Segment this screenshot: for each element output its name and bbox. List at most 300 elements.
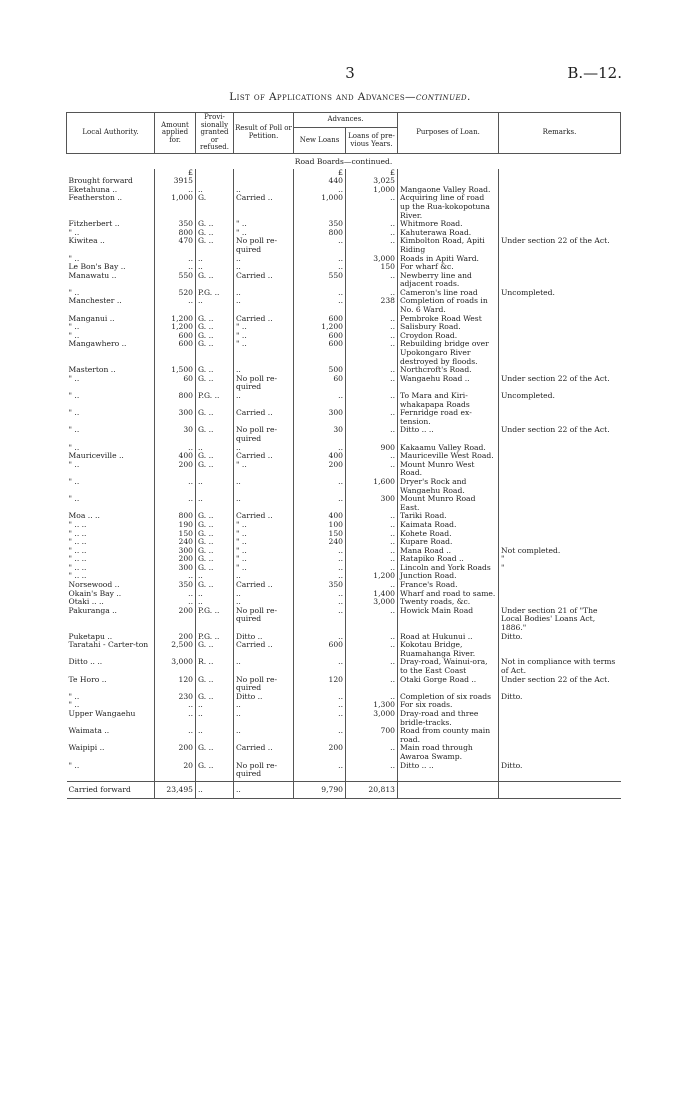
previous-loans-cell: .. [346, 538, 398, 547]
table-row [67, 744, 621, 761]
local-authority-cell: Taratahi - Carter-ton [68, 641, 149, 650]
purpose-cell: Mana Road .. [398, 547, 499, 556]
previous-loans-cell: 3,000 [346, 255, 398, 264]
new-loans-cell: 800 [294, 229, 346, 238]
remarks-cell [499, 701, 621, 710]
amount-cell: 800 [155, 229, 196, 238]
local-authority-cell: " .. [68, 392, 80, 400]
new-loans-cell: .. [294, 701, 346, 710]
local-authority-cell: Otaki .. .. [68, 598, 104, 607]
previous-loans-cell: .. [346, 237, 398, 254]
amount-cell: 200 [155, 607, 196, 633]
provisional-cell: G. .. [196, 426, 234, 443]
currency-symbol: £ [155, 169, 196, 178]
amount-cell: 1,000 [155, 194, 196, 220]
result-cell: .. [234, 186, 294, 195]
header-result-of-poll: Result of Poll or Petition. [234, 113, 294, 154]
purpose-cell: Kohete Road. [398, 530, 499, 539]
remarks-cell: Not in compliance with terms of Act. [499, 658, 621, 675]
new-loans-cell: 350 [294, 581, 346, 590]
previous-loans-cell: .. [346, 521, 398, 530]
remarks-cell [499, 186, 621, 195]
provisional-cell: G. .. [196, 744, 234, 761]
new-loans-cell: .. [294, 555, 346, 564]
new-loans-cell: .. [294, 297, 346, 314]
local-authority-cell: " .. .. [68, 572, 87, 581]
amount-cell: 800 [155, 392, 196, 409]
amount-cell: 600 [155, 340, 196, 366]
table-row [67, 547, 621, 556]
remarks-cell [499, 641, 621, 658]
amount-cell: 1,200 [155, 315, 196, 324]
remarks-cell [499, 461, 621, 478]
amount-cell: 350 [155, 581, 196, 590]
amount-cell: 60 [155, 375, 196, 392]
previous-loans-cell: 900 [346, 444, 398, 453]
provisional-cell: G. .. [196, 538, 234, 547]
amount-cell: 3,000 [155, 658, 196, 675]
result-cell: .. [234, 658, 294, 675]
provisional-cell: G. .. [196, 229, 234, 238]
table-row [67, 375, 621, 392]
provisional-cell: G. .. [196, 237, 234, 254]
table-row [67, 444, 621, 453]
amount-cell: .. [155, 478, 196, 495]
result-cell: " .. [234, 323, 294, 332]
local-authority-cell: Fitzherbert .. [68, 220, 120, 229]
local-authority-cell: " .. [68, 692, 80, 701]
remarks-cell [499, 323, 621, 332]
provisional-cell: G. .. [196, 272, 234, 289]
header-purposes: Purposes of Loan. [398, 113, 499, 154]
previous-loans-cell: .. [346, 289, 398, 298]
local-authority-cell: Puketapu .. [68, 632, 113, 641]
local-authority-cell: Ditto .. .. [68, 658, 103, 667]
provisional-cell: G. .. [196, 693, 234, 702]
new-loans-cell: .. [294, 727, 346, 744]
previous-loans-cell: .. [346, 676, 398, 693]
result-cell: " .. [234, 229, 294, 238]
header-remarks: Remarks. [499, 113, 621, 154]
remarks-cell: Under section 22 of the Act. [499, 375, 621, 392]
remarks-cell [499, 177, 621, 186]
result-cell: " .. [234, 547, 294, 556]
table-row [67, 340, 621, 366]
remarks-cell [499, 315, 621, 324]
new-loans-cell: 400 [294, 452, 346, 461]
remarks-cell [499, 781, 621, 799]
result-cell: No poll re-quired [234, 237, 294, 254]
new-loans-cell: 600 [294, 315, 346, 324]
result-cell: .. [234, 366, 294, 375]
remarks-cell: Under section 21 of "The Local Bodies' Loans Act, 1886." [499, 607, 621, 633]
previous-loans-cell: 300 [346, 495, 398, 512]
amount-cell: 150 [155, 530, 196, 539]
amount-cell: .. [155, 297, 196, 314]
new-loans-cell: .. [294, 263, 346, 272]
previous-loans-cell: .. [346, 323, 398, 332]
purpose-cell: For wharf &c. [398, 263, 499, 272]
local-authority-cell: Kiwitea .. [68, 237, 105, 246]
table-row [67, 289, 621, 298]
local-authority-cell: " .. .. [68, 546, 87, 555]
remarks-cell [499, 444, 621, 453]
table-row [67, 263, 621, 272]
previous-loans-cell: 150 [346, 263, 398, 272]
purpose-cell: Kahuterawa Road. [398, 229, 499, 238]
result-cell: Carried .. [234, 272, 294, 289]
table-row [67, 461, 621, 478]
purpose-cell: Road from county main road. [398, 727, 499, 744]
remarks-cell [499, 409, 621, 426]
previous-loans-cell: .. [346, 461, 398, 478]
result-cell: Ditto .. [234, 633, 294, 642]
new-loans-cell: 240 [294, 538, 346, 547]
provisional-cell: .. [196, 701, 234, 710]
previous-loans-cell: .. [346, 530, 398, 539]
result-cell: Carried .. [234, 744, 294, 761]
provisional-cell: G. .. [196, 555, 234, 564]
amount-cell: 120 [155, 676, 196, 693]
table-body [67, 153, 621, 798]
remarks-cell [499, 220, 621, 229]
remarks-cell [499, 297, 621, 314]
remarks-cell [499, 581, 621, 590]
local-authority-cell: Waimata .. [68, 727, 110, 736]
local-authority-cell: " .. [68, 254, 80, 263]
new-loans-cell: .. [294, 762, 346, 779]
purpose-cell: Kakaamu Valley Road. [398, 444, 499, 453]
remarks-cell [499, 478, 621, 495]
previous-loans-cell: .. [346, 220, 398, 229]
previous-loans-cell: 20,813 [346, 781, 398, 799]
result-cell: Carried .. [234, 512, 294, 521]
remarks-cell: " [499, 555, 621, 564]
previous-loans-cell: .. [346, 658, 398, 675]
table-row [67, 727, 621, 744]
purpose-cell: Acquiring line of road up the Rua-kokopotuna River. [398, 194, 499, 220]
result-cell [234, 177, 294, 186]
provisional-cell: G. .. [196, 323, 234, 332]
local-authority-cell: Manchester .. [68, 297, 122, 306]
result-cell: No poll re-quired [234, 607, 294, 633]
new-loans-cell: 60 [294, 375, 346, 392]
table-row [67, 658, 621, 675]
result-cell: " .. [234, 564, 294, 573]
purpose-cell: Wharf and road to same. [398, 590, 499, 599]
provisional-cell: .. [196, 710, 234, 727]
local-authority-cell: " .. [68, 228, 80, 237]
remarks-cell: Not completed. [499, 547, 621, 556]
remarks-cell [499, 744, 621, 761]
purpose-cell: Newberry line and adjacent roads. [398, 272, 499, 289]
amount-cell: .. [155, 263, 196, 272]
new-loans-cell: 1,000 [294, 194, 346, 220]
new-loans-cell: 400 [294, 512, 346, 521]
provisional-cell: G. .. [196, 530, 234, 539]
currency-symbol: £ [346, 169, 398, 178]
remarks-cell [499, 590, 621, 599]
local-authority-cell: Manawatu .. [68, 271, 117, 280]
result-cell: Carried .. [234, 194, 294, 220]
result-cell: " .. [234, 340, 294, 366]
remarks-cell [499, 727, 621, 744]
amount-cell: .. [155, 598, 196, 607]
purpose-cell: Otaki Gorge Road .. [398, 676, 499, 693]
header-local-authority: Local Authority. [67, 113, 155, 154]
result-cell: .. [234, 701, 294, 710]
new-loans-cell: 200 [294, 744, 346, 761]
table-row [67, 693, 621, 702]
amount-cell: 2,500 [155, 641, 196, 658]
table-row [67, 641, 621, 658]
remarks-cell: Uncompleted. [499, 392, 621, 409]
new-loans-cell: .. [294, 658, 346, 675]
table-row [67, 555, 621, 564]
local-authority-cell: Norsewood .. [68, 581, 120, 590]
local-authority-cell: " .. [68, 460, 80, 469]
new-loans-cell: .. [294, 607, 346, 633]
local-authority-cell: Okain's Bay .. [68, 589, 122, 598]
local-authority-cell: " .. [68, 288, 80, 297]
new-loans-cell: .. [294, 547, 346, 556]
table-row [67, 478, 621, 495]
provisional-cell: .. [196, 478, 234, 495]
previous-loans-cell: .. [346, 581, 398, 590]
table-row [67, 426, 621, 443]
provisional-cell: G. .. [196, 375, 234, 392]
result-cell: .. [234, 572, 294, 581]
new-loans-cell: .. [294, 495, 346, 512]
new-loans-cell: 120 [294, 676, 346, 693]
new-loans-cell: 30 [294, 426, 346, 443]
provisional-cell: .. [196, 598, 234, 607]
page-number: 3 [345, 64, 355, 82]
purpose-cell: Kokotau Bridge, Ruamahanga River. [398, 641, 499, 658]
new-loans-cell: 350 [294, 220, 346, 229]
previous-loans-cell: .. [346, 426, 398, 443]
local-authority-cell: " .. [68, 331, 80, 340]
new-loans-cell: .. [294, 289, 346, 298]
result-cell: " .. [234, 530, 294, 539]
previous-loans-cell: .. [346, 564, 398, 573]
purpose-cell: Lincoln and York Roads [398, 564, 499, 573]
new-loans-cell: .. [294, 237, 346, 254]
purpose-cell: Junction Road. [398, 572, 499, 581]
remarks-cell [499, 710, 621, 727]
remarks-cell: Under section 22 of the Act. [499, 676, 621, 693]
provisional-cell: .. [196, 297, 234, 314]
purpose-cell [398, 781, 499, 799]
result-cell: Ditto .. [234, 693, 294, 702]
result-cell: " .. [234, 461, 294, 478]
previous-loans-cell: 1,600 [346, 478, 398, 495]
remarks-cell [499, 263, 621, 272]
local-authority-cell: " .. .. [68, 555, 87, 564]
remarks-cell [499, 332, 621, 341]
result-cell: .. [234, 727, 294, 744]
table-row [67, 590, 621, 599]
local-authority-cell: " .. [68, 374, 80, 383]
purpose-cell: Rebuilding bridge over Upokongaro River destroyed by floods. [398, 340, 499, 366]
currency-symbol: £ [294, 169, 346, 178]
table-row [67, 255, 621, 264]
result-cell: .. [234, 710, 294, 727]
remarks-cell [499, 194, 621, 220]
amount-cell: 470 [155, 237, 196, 254]
amount-cell: .. [155, 710, 196, 727]
provisional-cell: .. [196, 727, 234, 744]
local-authority-cell: Brought forward [68, 177, 133, 186]
previous-loans-cell: 238 [346, 297, 398, 314]
table-row [67, 572, 621, 581]
remarks-cell [499, 272, 621, 289]
amount-cell: .. [155, 701, 196, 710]
provisional-cell: .. [196, 186, 234, 195]
result-cell: No poll re-quired [234, 676, 294, 693]
purpose-cell: Whitmore Road. [398, 220, 499, 229]
previous-loans-cell: .. [346, 409, 398, 426]
amount-cell: 20 [155, 762, 196, 779]
previous-loans-cell: .. [346, 332, 398, 341]
provisional-cell: P.G. .. [196, 289, 234, 298]
purpose-cell: Dray-road and three bridle-tracks. [398, 710, 499, 727]
purpose-cell: Howick Main Road [398, 607, 499, 633]
purpose-cell: Roads in Apiti Ward. [398, 255, 499, 264]
previous-loans-cell: .. [346, 547, 398, 556]
table-row [67, 564, 621, 573]
result-cell: .. [234, 590, 294, 599]
previous-loans-cell: .. [346, 693, 398, 702]
local-authority-cell: Pakuranga .. [68, 606, 117, 615]
provisional-cell: G. .. [196, 461, 234, 478]
table-row [67, 332, 621, 341]
amount-cell: 200 [155, 633, 196, 642]
provisional-cell: G. .. [196, 521, 234, 530]
table-row [67, 297, 621, 314]
provisional-cell: G. .. [196, 512, 234, 521]
header-new-loans: New Loans [294, 128, 346, 154]
provisional-cell: P.G. .. [196, 392, 234, 409]
amount-cell: 1,500 [155, 366, 196, 375]
previous-loans-cell: 3,000 [346, 598, 398, 607]
purpose-cell: Ratapiko Road .. [398, 555, 499, 564]
previous-loans-cell: .. [346, 633, 398, 642]
result-cell: " .. [234, 220, 294, 229]
previous-loans-cell: 1,200 [346, 572, 398, 581]
result-cell: .. [234, 495, 294, 512]
remarks-cell: " [499, 564, 621, 573]
remarks-cell [499, 572, 621, 581]
new-loans-cell: 600 [294, 340, 346, 366]
amount-cell: 550 [155, 272, 196, 289]
table-row [67, 452, 621, 461]
local-authority-cell: Eketahuna .. [68, 185, 118, 194]
section-heading: Road Boards—continued. [294, 156, 393, 166]
table-row [67, 701, 621, 710]
list-title-main: List of Applications and Advances— [229, 91, 416, 103]
table-row [67, 710, 621, 727]
remarks-cell: Ditto. [499, 762, 621, 779]
purpose-cell: Completion of roads in No. 6 Ward. [398, 297, 499, 314]
amount-cell: .. [155, 572, 196, 581]
remarks-cell [499, 521, 621, 530]
remarks-cell [499, 340, 621, 366]
provisional-cell: G. .. [196, 340, 234, 366]
provisional-cell: G. .. [196, 564, 234, 573]
local-authority-cell: " .. .. [68, 538, 87, 547]
purpose-cell: Mauriceville West Road. [398, 452, 499, 461]
local-authority-cell: " .. [68, 701, 80, 710]
amount-cell: 200 [155, 461, 196, 478]
previous-loans-cell: .. [346, 512, 398, 521]
amount-cell: 240 [155, 538, 196, 547]
purpose-cell: Kupare Road. [398, 538, 499, 547]
previous-loans-cell: .. [346, 229, 398, 238]
provisional-cell: G. .. [196, 332, 234, 341]
amount-cell: 300 [155, 409, 196, 426]
purpose-cell: Dryer's Rock and Wangaehu Road. [398, 478, 499, 495]
purpose-cell: Croydon Road. [398, 332, 499, 341]
result-cell: No poll re-quired [234, 762, 294, 779]
previous-loans-cell: .. [346, 315, 398, 324]
purpose-cell: Tariki Road. [398, 512, 499, 521]
local-authority-cell: " .. [68, 477, 80, 486]
purpose-cell: Kimbolton Road, Apiti Riding [398, 237, 499, 254]
table-row [67, 530, 621, 539]
previous-loans-cell: .. [346, 366, 398, 375]
result-cell: .. [234, 289, 294, 298]
new-loans-cell: .. [294, 572, 346, 581]
amount-cell: 300 [155, 547, 196, 556]
new-loans-cell: 550 [294, 272, 346, 289]
new-loans-cell: .. [294, 186, 346, 195]
amount-cell: .. [155, 495, 196, 512]
result-cell: .. [234, 478, 294, 495]
provisional-cell: P.G. .. [196, 633, 234, 642]
provisional-cell: G. .. [196, 641, 234, 658]
previous-loans-cell: .. [346, 555, 398, 564]
new-loans-cell: .. [294, 255, 346, 264]
amount-cell: 190 [155, 521, 196, 530]
previous-loans-cell: .. [346, 194, 398, 220]
provisional-cell: G. .. [196, 409, 234, 426]
remarks-cell [499, 512, 621, 521]
result-cell: " .. [234, 332, 294, 341]
new-loans-cell: 600 [294, 641, 346, 658]
header-previous-loans: Loans of pre- vious Years. [346, 128, 398, 154]
purpose-cell: Main road through Awaroa Swamp. [398, 744, 499, 761]
purpose-cell: Mount Munro West Road. [398, 461, 499, 478]
result-cell: " .. [234, 555, 294, 564]
result-cell: Carried .. [234, 581, 294, 590]
new-loans-cell: 200 [294, 461, 346, 478]
table-row [67, 392, 621, 409]
amount-cell: 23,495 [155, 781, 196, 799]
purpose-cell: Ditto .. .. [398, 426, 499, 443]
table-row [67, 177, 621, 186]
result-cell: .. [234, 598, 294, 607]
table-row [67, 323, 621, 332]
purpose-cell: Road at Hukunui .. [398, 633, 499, 642]
local-authority-cell: Mauriceville .. [68, 452, 124, 461]
result-cell: .. [234, 444, 294, 453]
table-row [67, 495, 621, 512]
provisional-cell: R. .. [196, 658, 234, 675]
previous-loans-cell: .. [346, 607, 398, 633]
purpose-cell: Cameron's line road [398, 289, 499, 298]
new-loans-cell: .. [294, 710, 346, 727]
